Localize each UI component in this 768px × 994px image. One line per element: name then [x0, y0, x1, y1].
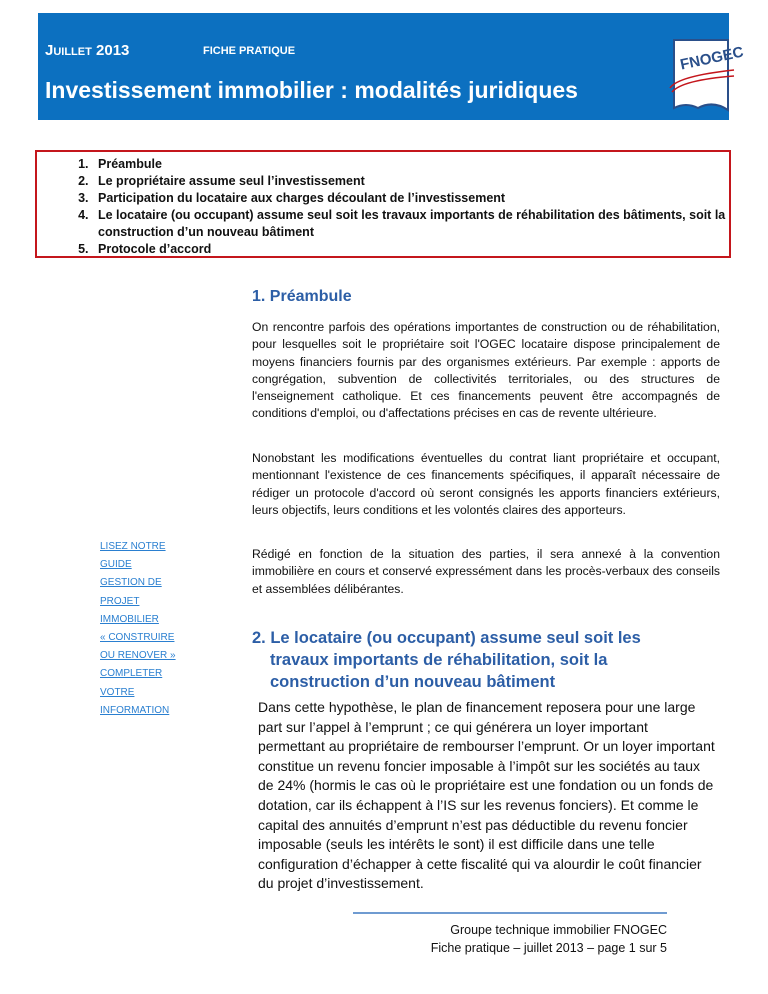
paragraph: Dans cette hypothèse, le plan de financement reposera pour une large part sur l’appel à l’emprunt ; ce qui générera un loyer important permettant au propriétaire de rembourser l’emprunt. Or un loyer important constitue un revenu foncier imposable à l’impôt sur les sociétés au taux de 24% (hormis le cas où le propriétaire est une fondation ou un fonds de dotation, car ils échappent à l’IS sur les revenus fonciers). Et comme le capital des annuités d’emprunt n’est pas déductible du revenu foncier imposable (seuls les intérêts le sont) il est difficile dans une telle configuration d’échapper à cette fiscalité qui va alourdir le coût financier du projet d’investissement. [258, 699, 715, 892]
guide-link-line[interactable]: LISEZ NOTRE [100, 541, 166, 552]
paragraph: Nonobstant les modifications éventuelles du contrat liant propriétaire et occupant, mentionnant l'existence de ces financements spécifiques, il apparaît nécessaire de rédiger un protocole d'accord où seront consignés les apports financiers extérieurs, leurs objectifs, leurs conditions et les volontés claires des apporteurs. [252, 451, 720, 517]
guide-link[interactable] [100, 538, 176, 720]
guide-link-line[interactable]: OU RENOVER » [100, 650, 176, 662]
header-banner [38, 13, 746, 120]
guide-link-line[interactable]: PROJET [100, 595, 140, 607]
footer-line: Fiche pratique – juillet 2013 – page 1 sur 5 [430, 941, 667, 955]
paragraph: Rédigé en fonction de la situation des parties, il sera annexé à la convention immobilière en cours et conservé expressément dans les procès-verbaux des conseils et assemblées délibérantes. [252, 547, 720, 596]
section-heading: 2. Le locataire (ou occupant) assume seul soit les travaux importants de réhabilitation, soit la construction d’un nouveau bâtiment [252, 629, 641, 691]
toc-item: 4. Le locataire (ou occupant) assume seul soit les travaux importants de réhabilitation des bâtiments, soit la construction d’un nouveau bâtiment [92, 207, 729, 241]
toc-item: 5. Protocole d’accord [92, 241, 729, 258]
guide-link-line[interactable]: GUIDE [100, 559, 132, 571]
toc-item: 2. Le propriétaire assume seul l’investissement [92, 173, 729, 190]
paragraph: On rencontre parfois des opérations importantes de construction ou de réhabilitation, pour lesquelles soit le propriétaire soit l'OGEC locataire dispose principalement de moyens financiers fournis par des organismes extérieurs. Par exemple : apports de congrégation, subvention de collectivités territoriales, ou des structures de l'enseignement catholique. Et ces financements peuvent être accompagnés de conditions d'emploi, ou d'affectations précises en cas de revente ultérieure. [252, 320, 720, 421]
footer-line: Groupe technique immobilier FNOGEC [450, 923, 667, 937]
guide-link-line[interactable]: VOTRE [100, 686, 135, 698]
header-type: FICHE PRATIQUE [203, 45, 296, 57]
footer-divider [353, 912, 667, 914]
toc-item: 3. Participation du locataire aux charges découlant de l’investissement [92, 190, 729, 207]
table-of-contents [35, 150, 731, 258]
toc-item: 1. Préambule [92, 156, 729, 173]
guide-link-line[interactable]: IMMOBILIER [100, 613, 159, 625]
fnogec-logo [668, 36, 746, 116]
guide-link-line[interactable]: INFORMATION [100, 704, 170, 716]
guide-link-line[interactable]: GESTION DE [100, 577, 162, 589]
page-title: Investissement immobilier : modalités juridiques [45, 77, 578, 103]
guide-link-line[interactable]: « CONSTRUIRE [100, 632, 175, 644]
section-heading: 1. Préambule [252, 288, 352, 305]
guide-link-line[interactable]: COMPLETER [100, 668, 163, 680]
header-date: Juillet 2013 [45, 42, 130, 59]
svg-text:FNOGEC: FNOGEC [678, 43, 746, 74]
footer [431, 921, 667, 957]
